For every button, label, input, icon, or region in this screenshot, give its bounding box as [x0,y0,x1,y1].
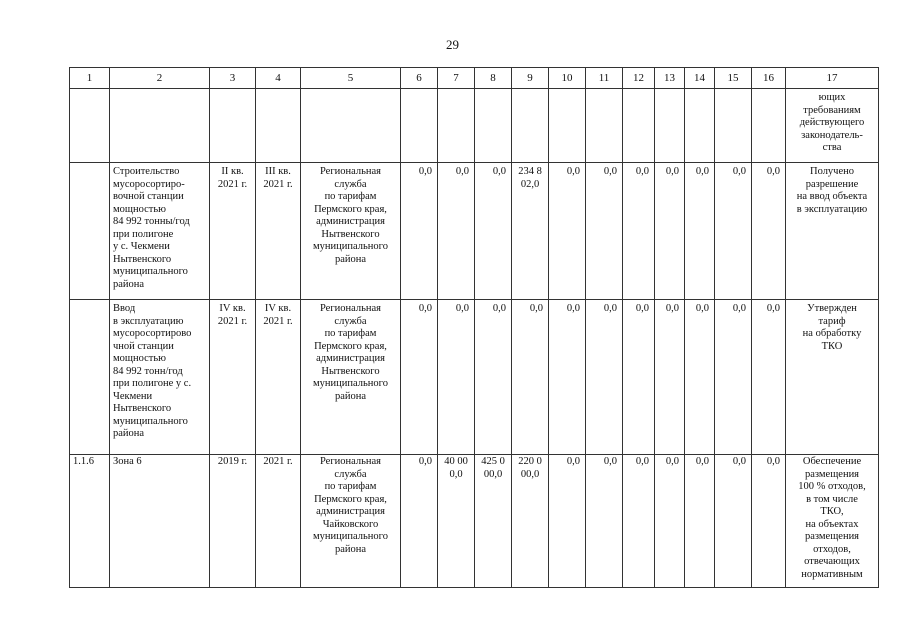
cell-text: 0,0 [603,166,617,177]
value-cell [752,89,786,163]
value-cell [549,300,586,455]
cell-text: 0,0 [492,303,506,314]
cell-text [73,300,106,303]
value-cell [401,89,438,163]
cell-text: Получено разрешение на ввод объекта в эксплуатацию [796,166,868,215]
activity-cell [110,455,210,588]
value-cell [475,455,512,588]
cell-text: 425 0 00,0 [481,456,505,480]
row-number-cell [70,455,110,588]
cell-text: ющих требованиям действующего законодатель- ства [799,92,865,153]
cell-text [515,89,545,92]
value-cell [549,455,586,588]
cell-text: 0,0 [566,456,580,467]
cell-text: 0,0 [732,456,746,467]
value-cell [655,163,685,300]
responsible-cell [301,300,401,455]
header-cell: 3 [210,68,256,89]
cell-text [113,89,206,92]
value-cell [438,163,475,300]
row-number-cell [70,89,110,163]
value-cell [549,89,586,163]
cell-text: 220 0 00,0 [518,456,542,480]
value-cell [655,300,685,455]
cell-text: Региональная служба по тарифам Пермского края, администрация Чайковского муниципального района [313,456,388,555]
header-cell: 15 [715,68,752,89]
header-cell: 9 [512,68,549,89]
value-cell [401,163,438,300]
cell-text: Обеспечение размещения 100 % отходов, в том числе ТКО, на объектах размещения отходов, отвечающих нормативным [798,456,866,580]
value-cell [512,300,549,455]
value-cell [685,455,715,588]
value-cell [475,163,512,300]
value-cell [715,89,752,163]
cell-text [552,89,582,92]
header-cell: 8 [475,68,512,89]
start-date-cell [210,89,256,163]
table-row [70,300,879,455]
header-cell: 16 [752,68,786,89]
cell-text: 234 8 02,0 [518,166,542,190]
cell-text: 0,0 [455,303,469,314]
cell-text [259,89,297,92]
cell-text: Ввод в эксплуатацию мусоросортирово чной станции мощностью 84 992 тонн/год при полигоне у с. Чекмени Нытвенского муниципального района [113,303,192,439]
value-cell [512,455,549,588]
header-cell: 1 [70,68,110,89]
data-table [69,67,879,588]
header-cell: 6 [401,68,438,89]
activity-cell [110,163,210,300]
value-cell [685,89,715,163]
value-cell [475,300,512,455]
cell-text: 0,0 [635,456,649,467]
cell-text: 0,0 [695,303,709,314]
value-cell [752,163,786,300]
value-cell [655,89,685,163]
end-date-cell [256,455,301,588]
cell-text: 0,0 [635,303,649,314]
value-cell [438,455,475,588]
cell-text: 2021 г. [263,456,293,467]
cell-text: 0,0 [418,456,432,467]
cell-text [688,89,711,92]
end-date-cell [256,89,301,163]
value-cell [438,89,475,163]
activity-cell [110,89,210,163]
header-cell: 2 [110,68,210,89]
cell-text [404,89,434,92]
cell-text [441,89,471,92]
cell-text: 0,0 [603,456,617,467]
cell-text: Строительство мусоросортиро- вочной станции мощностью 84 992 тонны/год при полигоне у с. Чекмени Нытвенского муниципального района [113,166,190,290]
cell-text: 0,0 [766,166,780,177]
cell-text [73,89,106,92]
start-date-cell [210,163,256,300]
value-cell [586,163,623,300]
cell-text: Региональная служба по тарифам Пермского края, администрация Нытвенского муниципального района [313,166,388,265]
cell-text: 0,0 [566,166,580,177]
value-cell [715,163,752,300]
cell-text: IV кв. 2021 г. [217,303,248,327]
cell-text: 40 00 0,0 [444,456,468,480]
cell-text [73,163,106,166]
activity-cell [110,300,210,455]
header-cell: 12 [623,68,655,89]
cell-text [626,89,651,92]
table-row [70,455,879,588]
cell-text: Зона 6 [113,456,142,467]
end-date-cell [256,163,301,300]
page-number: 29 [446,37,459,52]
cell-text: 0,0 [566,303,580,314]
value-cell [685,300,715,455]
start-date-cell [210,300,256,455]
header-cell: 17 [786,68,879,89]
cell-text: Региональная служба по тарифам Пермского края, администрация Нытвенского муниципального района [313,303,388,402]
row-number-cell [70,163,110,300]
header-cell: 5 [301,68,401,89]
value-cell [623,300,655,455]
cell-text [213,89,252,92]
row-number-cell [70,300,110,455]
table-row [70,89,879,163]
header-cell: 14 [685,68,715,89]
cell-text: 0,0 [492,166,506,177]
value-cell [752,455,786,588]
cell-text: 0,0 [732,166,746,177]
value-cell [512,163,549,300]
header-cell: 11 [586,68,623,89]
value-cell [549,163,586,300]
cell-text: 0,0 [418,303,432,314]
value-cell [752,300,786,455]
value-cell [586,89,623,163]
header-cell: 4 [256,68,301,89]
header-cell: 10 [549,68,586,89]
cell-text [718,89,748,92]
value-cell [715,455,752,588]
end-date-cell [256,300,301,455]
cell-text: 0,0 [766,303,780,314]
value-cell [623,455,655,588]
header-cell: 7 [438,68,475,89]
value-cell [401,300,438,455]
cell-text: 0,0 [695,456,709,467]
responsible-cell [301,89,401,163]
value-cell [685,163,715,300]
result-cell [786,300,879,455]
header-cell: 13 [655,68,685,89]
cell-text: 0,0 [665,456,679,467]
cell-text: 0,0 [695,166,709,177]
value-cell [623,163,655,300]
responsible-cell [301,163,401,300]
result-cell [786,89,879,163]
cell-text: 0,0 [665,303,679,314]
cell-text [589,89,619,92]
cell-text: Утвержден тариф на обработку ТКО [802,303,862,352]
value-cell [401,455,438,588]
header-row [70,68,879,89]
cell-text [658,89,681,92]
cell-text: 0,0 [603,303,617,314]
cell-text: II кв. 2021 г. [217,166,248,190]
value-cell [475,89,512,163]
cell-text: 0,0 [665,166,679,177]
cell-text: 1.1.6 [73,456,94,467]
responsible-cell [301,455,401,588]
cell-text [304,89,397,92]
cell-text: IV кв. 2021 г. [263,303,293,327]
cell-text: 0,0 [529,303,543,314]
cell-text [478,89,508,92]
value-cell [655,455,685,588]
value-cell [512,89,549,163]
cell-text: 0,0 [455,166,469,177]
cell-text: 2019 г. [217,456,248,467]
value-cell [586,455,623,588]
cell-text [755,89,782,92]
table-row [70,163,879,300]
cell-text: 0,0 [418,166,432,177]
cell-text: III кв. 2021 г. [263,166,293,190]
value-cell [623,89,655,163]
start-date-cell [210,455,256,588]
result-cell [786,163,879,300]
cell-text: 0,0 [635,166,649,177]
value-cell [438,300,475,455]
value-cell [586,300,623,455]
result-cell [786,455,879,588]
value-cell [715,300,752,455]
cell-text: 0,0 [732,303,746,314]
cell-text: 0,0 [766,456,780,467]
